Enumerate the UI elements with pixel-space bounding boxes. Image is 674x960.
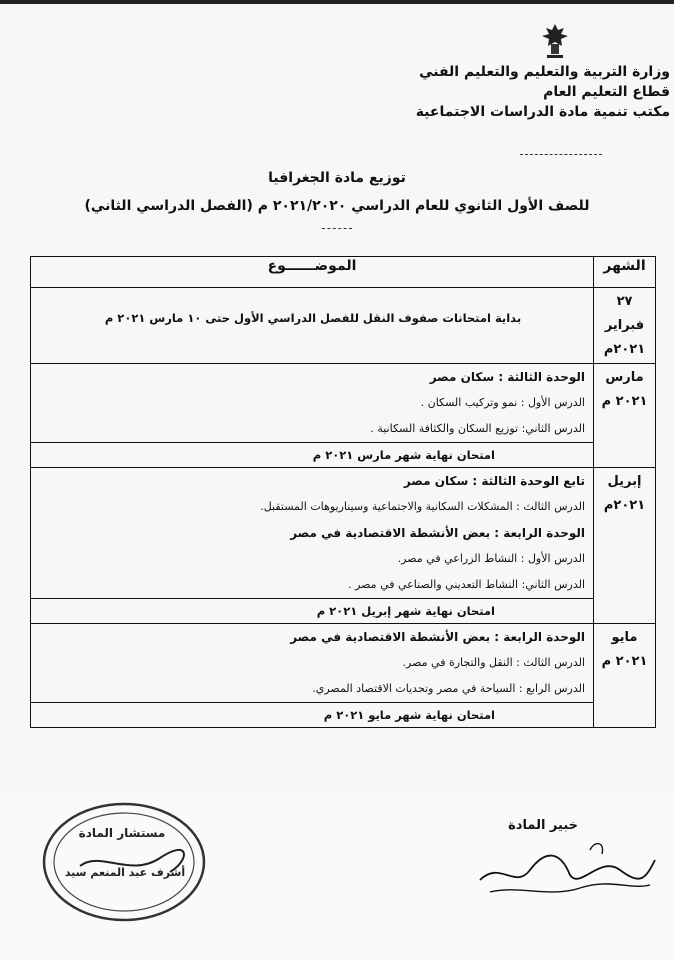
exam-row: [31, 443, 656, 468]
unit-title: تابع الوحدة الثالثة : سكان مصر: [403, 474, 585, 488]
content-cell: [31, 364, 594, 443]
unit-title: الوحدة الرابعة : بعض الأنشطة الاقتصادية في مصر: [290, 630, 585, 644]
unit-title: الوحدة الرابعة : بعض الأنشطة الاقتصادية في مصر: [290, 526, 585, 540]
table-row: [31, 288, 656, 364]
month-year: ٢٠٢١م: [603, 498, 646, 513]
document-subtitle: للصف الأول الثانوي للعام الدراسي ٢٠٢١/٢٠٢٠ م (الفصل الدراسي الثاني): [84, 198, 590, 214]
content-cell: [31, 624, 594, 703]
stamp-title: مستشار المادة: [78, 826, 166, 840]
header-ministry: وزارة التربية والتعليم والتعليم الفني: [419, 64, 670, 80]
lesson-item: الدرس الثالث : النقل والتجارة في مصر.: [402, 656, 585, 669]
exam-row: [31, 599, 656, 624]
month-cell: [594, 468, 656, 624]
exam-cell: [31, 703, 594, 728]
month-year: ٢٠٢١م: [603, 342, 646, 357]
scan-edge: [0, 0, 674, 4]
expert-label: خبير المادة: [508, 818, 578, 833]
title-divider: [322, 228, 352, 229]
official-stamp-icon: [40, 800, 208, 924]
table-header-row: [31, 257, 656, 288]
unit-title: الوحدة الثالثة : سكان مصر: [429, 370, 585, 384]
schedule-table: [30, 256, 656, 728]
handwritten-signature-icon: [470, 830, 660, 900]
content-cell: [31, 288, 594, 364]
lesson-item: الدرس الأول : نمو وتركيب السكان .: [420, 396, 585, 409]
table-row: [31, 468, 656, 599]
monthly-exam: امتحان نهاية شهر مارس ٢٠٢١ م: [312, 448, 495, 462]
header-sector: قطاع التعليم العام: [543, 84, 670, 100]
table-row: [31, 624, 656, 703]
monthly-exam: امتحان نهاية شهر إبريل ٢٠٢١ م: [316, 604, 495, 618]
monthly-exam: امتحان نهاية شهر مايو ٢٠٢١ م: [323, 708, 495, 722]
stamp-name: أشرف عبد المنعم سيد: [64, 866, 186, 879]
lesson-item: الدرس الثالث : المشكلات السكانية والاجتماعية وسيناريوهات المستقبل.: [260, 500, 585, 513]
month-name: مايو: [611, 630, 638, 645]
document-title: توزيع مادة الجغرافيا: [268, 170, 406, 186]
month-name: ٢٧ فبراير: [604, 294, 645, 333]
month-cell: [594, 288, 656, 364]
table-row: [31, 364, 656, 443]
month-cell: [594, 364, 656, 468]
header-office: مكتب تنمية مادة الدراسات الاجتماعية: [415, 104, 670, 120]
header-divider: [520, 154, 602, 155]
lesson-item: الدرس الرابع : السياحة في مصر وتحديات الاقتصاد المصري.: [312, 682, 585, 695]
month-year: ٢٠٢١ م: [601, 654, 648, 669]
ministry-header: [370, 62, 670, 122]
lesson-item: الدرس الأول : النشاط الزراعي في مصر.: [397, 552, 585, 565]
header-month: الشهر: [594, 257, 656, 288]
exam-row: [31, 703, 656, 728]
month-year: ٢٠٢١ م: [601, 394, 648, 409]
exam-cell: [31, 443, 594, 468]
month-cell: [594, 624, 656, 728]
content-cell: [31, 468, 594, 599]
exam-period-note: بداية امتحانات صفوف النقل للفصل الدراسي الأول حتى ١٠ مارس ٢٠٢١ م: [104, 311, 522, 325]
eagle-emblem-icon: [540, 22, 570, 62]
month-name: مارس: [605, 370, 644, 385]
month-name: إبريل: [607, 474, 642, 489]
header-subject: الموضــــــوع: [31, 257, 594, 288]
lesson-item: الدرس الثاني: توزيع السكان والكثافة السكانية .: [370, 422, 585, 435]
exam-cell: [31, 599, 594, 624]
lesson-item: الدرس الثاني: النشاط التعديني والصناعي في مصر .: [348, 578, 585, 591]
